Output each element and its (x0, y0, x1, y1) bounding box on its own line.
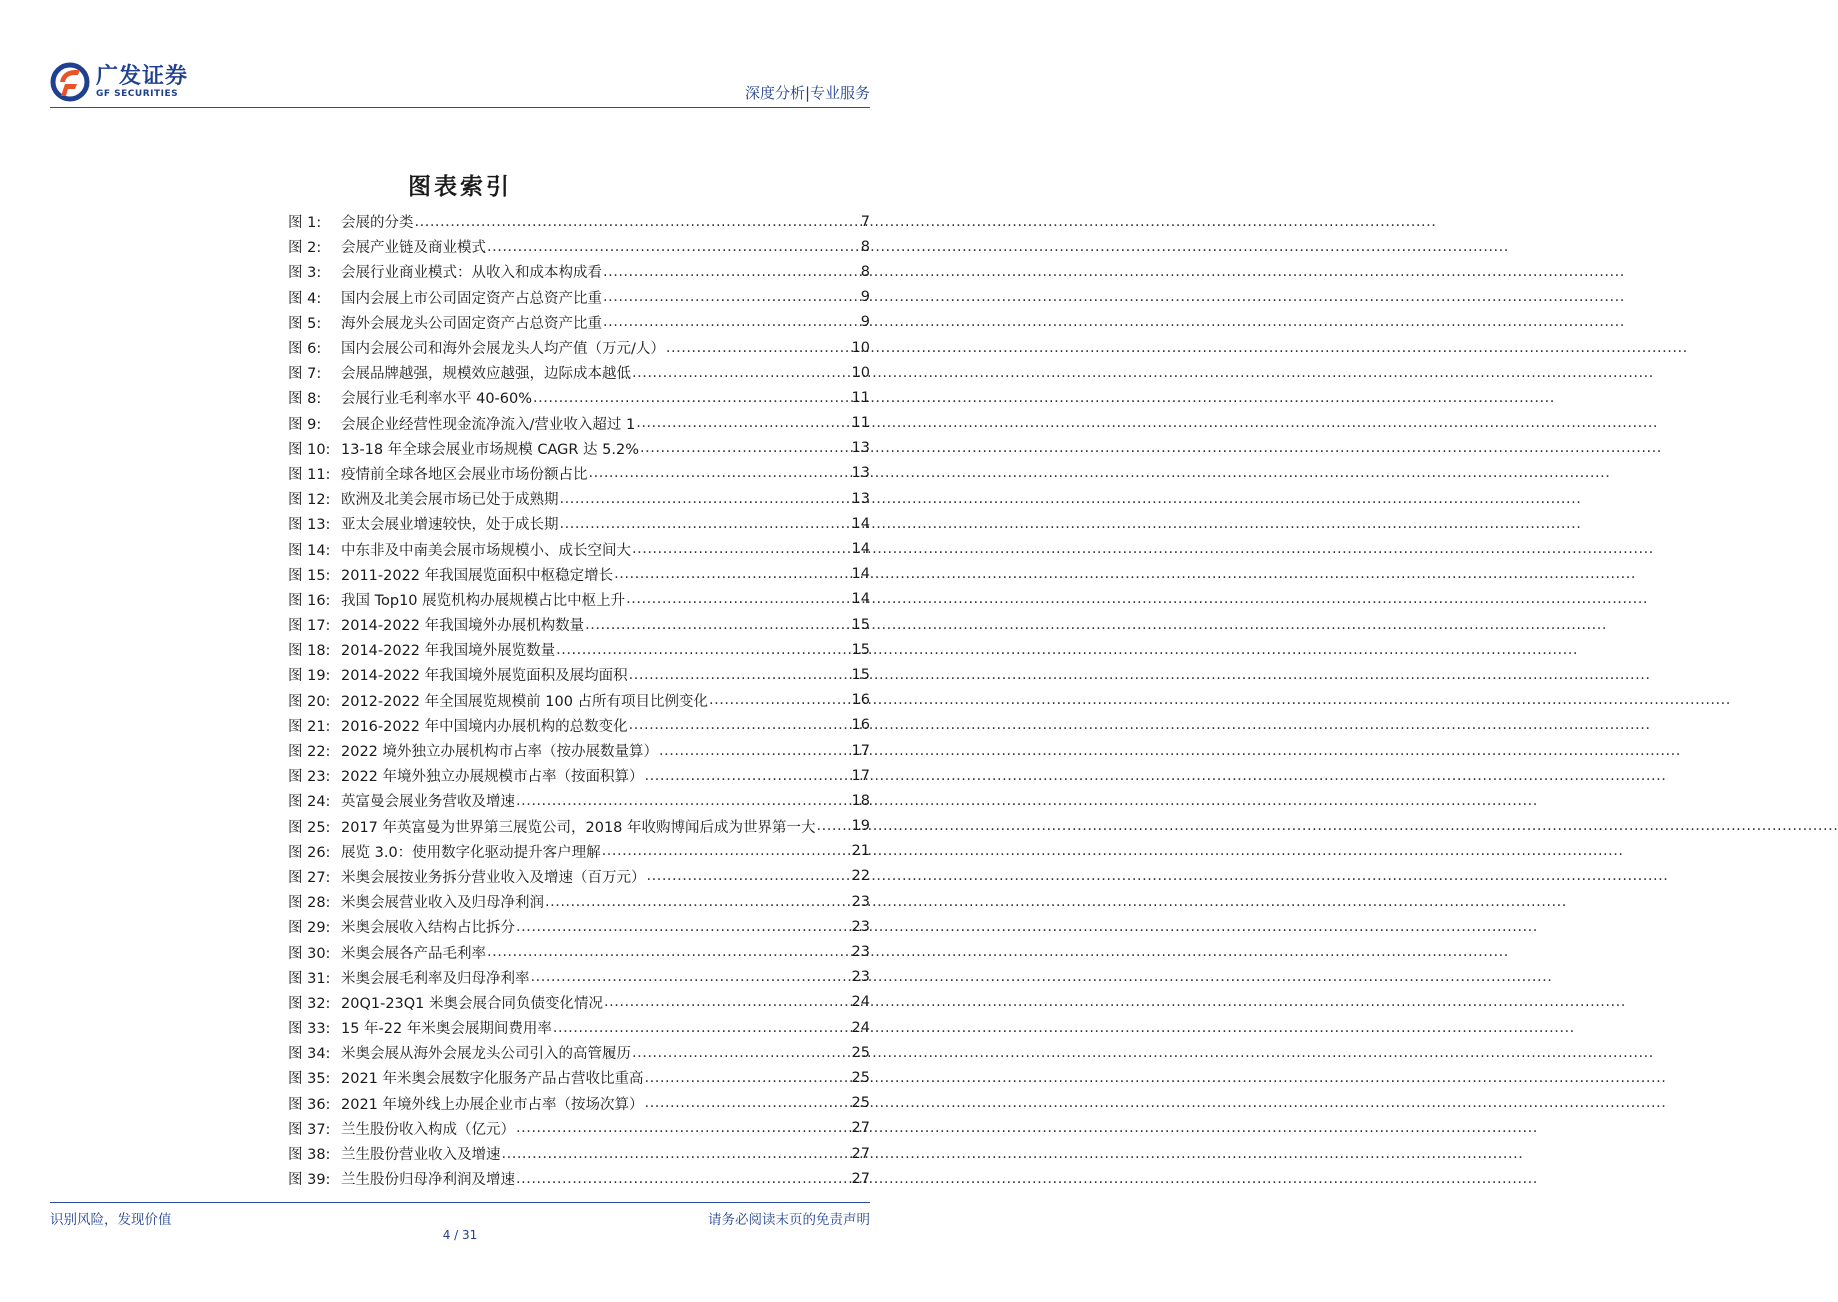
toc-leader-dots (666, 340, 851, 356)
toc-entry[interactable] (288, 562, 870, 587)
toc-entry-page: 16 (851, 717, 870, 734)
toc-entry-title: 2017 年英富曼为世界第三展览公司，2018 年收购博闻后成为世界第一大 (341, 819, 816, 836)
toc-entry-title: 国内会展上市公司固定资产占总资产比重 (341, 290, 602, 307)
toc-entry-title: 欧洲及北美会展市场已处于成熟期 (341, 492, 559, 509)
toc-entry-label: 图 23: (288, 769, 331, 786)
footer-divider (50, 1202, 870, 1203)
header-divider (50, 107, 870, 108)
toc-leader-dots (645, 1095, 851, 1111)
toc-leader-dots (709, 692, 851, 708)
toc-entry-label: 图 32: (288, 995, 331, 1012)
toc-leader-dots (632, 365, 851, 381)
toc-entry-title: 2022 境外独立办展机构市占率（按办展数量算） (341, 744, 659, 761)
toc-entry-title: 2021 年境外线上办展企业市占率（按场次算） (341, 1096, 644, 1113)
toc-leader-dots (604, 994, 851, 1010)
toc-entry-page: 24 (851, 994, 870, 1011)
toc-entry-label: 图 29: (288, 920, 331, 937)
toc-entry-title: 2022 年境外独立办展规模市占率（按面积算） (341, 769, 644, 786)
toc-entry-page: 7 (860, 213, 870, 230)
footer-disclaimer-note: 请务必阅读末页的免责声明 (708, 1212, 870, 1228)
toc-entry-title: 米奥会展从海外会展龙头公司引入的高管履历 (341, 1046, 631, 1063)
toc-entry-title: 中东非及中南美会展市场规模小、成长空间大 (341, 542, 631, 559)
toc-entry-label: 图 12: (288, 492, 331, 509)
toc-leader-dots (553, 1020, 851, 1036)
toc-entry[interactable] (288, 889, 870, 914)
toc-entry[interactable] (288, 310, 870, 335)
toc-entry[interactable] (288, 209, 870, 234)
toc-entry-title: 米奥会展营业收入及归母净利润 (341, 895, 544, 912)
toc-entry[interactable] (288, 965, 870, 990)
toc-leader-dots (632, 541, 851, 557)
toc-leader-dots (632, 1045, 851, 1061)
toc-entry[interactable] (288, 662, 870, 687)
toc-entry-title: 会展企业经营性现金流净流入/营业收入超过 1 (341, 416, 636, 433)
toc-entry[interactable] (288, 259, 870, 284)
toc-entry-title: 亚太会展业增速较快，处于成长期 (341, 517, 559, 534)
logo-en-text: GF SECURITIES (96, 88, 179, 99)
toc-entry-page: 14 (851, 566, 870, 583)
toc-leader-dots (487, 239, 860, 255)
toc-entry[interactable] (288, 713, 870, 738)
toc-entry-title: 20Q1-23Q1 米奥会展合同负债变化情况 (341, 995, 604, 1012)
toc-entry[interactable] (288, 1015, 870, 1040)
toc-entry-title: 会展行业商业模式：从收入和成本构成看 (341, 265, 602, 282)
toc-entry[interactable] (288, 511, 870, 536)
toc-entry-label: 图 11: (288, 466, 331, 483)
toc-entry-label: 图 5: (288, 315, 322, 332)
toc-entry[interactable] (288, 1040, 870, 1065)
toc-entry-page: 16 (851, 692, 870, 709)
toc-entry-label: 图 24: (288, 794, 331, 811)
toc-leader-dots (626, 591, 850, 607)
toc-entry-title: 兰生股份营业收入及增速 (341, 1147, 501, 1164)
toc-entry-title: 米奥会展毛利率及归母净利率 (341, 970, 530, 987)
toc-entry-label: 图 17: (288, 618, 331, 635)
toc-entry[interactable] (288, 360, 870, 385)
toc-entry-title: 英富曼会展业务营收及增速 (341, 794, 515, 811)
toc-leader-dots (533, 390, 851, 406)
toc-entry-page: 17 (851, 742, 870, 759)
toc-entry-title: 海外会展龙头公司固定资产占总资产比重 (341, 315, 602, 332)
toc-leader-dots (589, 465, 851, 481)
toc-entry-label: 图 18: (288, 643, 331, 660)
toc-entry-label: 图 33: (288, 1021, 331, 1038)
toc-entry-title: 会展行业毛利率水平 40-60% (341, 391, 533, 408)
toc-entry-label: 图 13: (288, 517, 331, 534)
toc-entry[interactable] (288, 1091, 870, 1116)
toc-entry-label: 图 19: (288, 668, 331, 685)
toc-entry-label: 图 34: (288, 1046, 331, 1063)
toc-leader-dots (516, 793, 851, 809)
toc-entry[interactable] (288, 461, 870, 486)
toc-entry-page: 10 (851, 339, 870, 356)
toc-entry-title: 国内会展公司和海外会展龙头人均产值（万元/人） (341, 341, 665, 358)
toc-entry-label: 图 15: (288, 567, 331, 584)
toc-entry-page: 14 (851, 591, 870, 608)
toc-entry-page: 17 (851, 767, 870, 784)
toc-entry[interactable] (288, 1166, 870, 1191)
page-header (50, 62, 870, 107)
toc-entry-page: 13 (851, 440, 870, 457)
toc-entry-label: 图 26: (288, 844, 331, 861)
toc-entry-title: 2014-2022 年我国境外展览面积及展均面积 (341, 668, 628, 685)
toc-entry-page: 23 (851, 969, 870, 986)
toc-entry-label: 图 2: (288, 240, 322, 257)
page-number: 4 / 31 (442, 1228, 478, 1242)
toc-entry-page: 24 (851, 1019, 870, 1036)
toc-leader-dots (603, 289, 860, 305)
toc-entry-title: 2016-2022 年中国境内办展机构的总数变化 (341, 718, 628, 735)
toc-entry-title: 疫情前全球各地区会展业市场份额占比 (341, 466, 588, 483)
toc-leader-dots (645, 1070, 851, 1086)
toc-entry-label: 图 14: (288, 542, 331, 559)
toc-entry-title: 我国 Top10 展览机构办展规模占比中枢上升 (341, 592, 626, 609)
toc-entry[interactable] (288, 637, 870, 662)
toc-entry-page: 13 (851, 490, 870, 507)
toc-entry-page: 23 (851, 944, 870, 961)
toc-leader-dots (636, 415, 850, 431)
toc-entry[interactable] (288, 688, 870, 713)
toc-entry-label: 图 25: (288, 819, 331, 836)
toc-entry[interactable] (288, 763, 870, 788)
toc-entry-page: 10 (851, 364, 870, 381)
footer-slogan: 识别风险，发现价值 (50, 1212, 172, 1228)
toc-entry-title: 2014-2022 年我国境外办展机构数量 (341, 618, 585, 635)
toc-entry-page: 15 (851, 666, 870, 683)
toc-entry-page: 15 (851, 616, 870, 633)
toc-entry-label: 图 38: (288, 1147, 331, 1164)
toc-entry-page: 9 (860, 314, 870, 331)
toc-entry[interactable] (288, 914, 870, 939)
toc-entry-page: 27 (851, 1170, 870, 1187)
toc-leader-dots (556, 642, 850, 658)
toc-entry-page: 23 (851, 893, 870, 910)
toc-leader-dots (647, 868, 851, 884)
toc-entry[interactable] (288, 738, 870, 763)
toc-leader-dots (645, 768, 851, 784)
toc-entry-label: 图 28: (288, 895, 331, 912)
toc-leader-dots (502, 1146, 851, 1162)
toc-entry-title: 13-18 年全球会展业市场规模 CAGR 达 5.2% (341, 441, 640, 458)
toc-leader-dots (516, 1171, 851, 1187)
toc-entry-title: 米奥会展按业务拆分营业收入及增速（百万元） (341, 869, 646, 886)
toc-entry[interactable] (288, 612, 870, 637)
figure-index-list (288, 209, 870, 1191)
toc-entry-page: 8 (860, 263, 870, 280)
toc-entry-page: 23 (851, 918, 870, 935)
toc-entry-page: 13 (851, 465, 870, 482)
toc-entry-label: 图 10: (288, 441, 331, 458)
header-tagline: 深度分析|专业服务 (744, 84, 870, 102)
toc-entry-title: 兰生股份收入构成（亿元） (341, 1121, 515, 1138)
toc-entry-title: 会展品牌越强，规模效应越强，边际成本越低 (341, 366, 631, 383)
toc-entry-title: 2021 年米奥会展数字化服务产品占营收比重高 (341, 1071, 644, 1088)
toc-leader-dots (516, 1120, 851, 1136)
toc-entry-label: 图 8: (288, 391, 322, 408)
toc-entry[interactable] (288, 939, 870, 964)
toc-entry[interactable] (288, 486, 870, 511)
toc-entry-title: 米奥会展收入结构占比拆分 (341, 920, 515, 937)
toc-leader-dots (531, 969, 851, 985)
gf-securities-logo (50, 62, 188, 102)
toc-leader-dots (560, 491, 851, 507)
toc-entry[interactable] (288, 1116, 870, 1141)
toc-leader-dots (629, 667, 851, 683)
toc-entry[interactable] (288, 839, 870, 864)
toc-leader-dots (602, 843, 851, 859)
toc-entry[interactable] (288, 814, 870, 839)
toc-entry[interactable] (288, 385, 870, 410)
toc-entry[interactable] (288, 285, 870, 310)
toc-entry-page: 27 (851, 1145, 870, 1162)
toc-entry-page: 15 (851, 641, 870, 658)
toc-entry-label: 图 3: (288, 265, 322, 282)
page-title: 图表索引 (408, 173, 512, 200)
toc-entry-label: 图 21: (288, 718, 331, 735)
toc-entry-page: 27 (851, 1120, 870, 1137)
toc-entry-page: 21 (851, 843, 870, 860)
toc-leader-dots (640, 440, 851, 456)
toc-entry-label: 图 31: (288, 970, 331, 987)
toc-leader-dots (585, 617, 850, 633)
toc-entry-label: 图 22: (288, 744, 331, 761)
toc-entry-title: 15 年-22 年米奥会展期间费用率 (341, 1021, 552, 1038)
toc-entry-page: 8 (860, 238, 870, 255)
toc-entry-page: 25 (851, 1069, 870, 1086)
toc-entry-label: 图 27: (288, 869, 331, 886)
toc-entry-page: 18 (851, 792, 870, 809)
toc-entry[interactable] (288, 234, 870, 259)
toc-leader-dots (545, 894, 851, 910)
toc-entry-page: 14 (851, 541, 870, 558)
toc-entry-label: 图 36: (288, 1096, 331, 1113)
logo-cn-text: 广发证券 (96, 63, 189, 89)
toc-entry-page: 11 (851, 389, 870, 406)
toc-entry-label: 图 7: (288, 366, 322, 383)
toc-entry-label: 图 16: (288, 592, 331, 609)
toc-entry[interactable] (288, 1141, 870, 1166)
toc-entry-page: 22 (851, 868, 870, 885)
toc-entry-label: 图 1: (288, 215, 322, 232)
toc-entry-title: 会展产业链及商业模式 (341, 240, 486, 257)
toc-leader-dots (487, 944, 851, 960)
toc-entry[interactable] (288, 536, 870, 561)
toc-entry-title: 兰生股份归母净利润及增速 (341, 1172, 515, 1189)
toc-entry[interactable] (288, 990, 870, 1015)
toc-entry-page: 14 (851, 515, 870, 532)
toc-entry[interactable] (288, 587, 870, 612)
toc-entry-label: 图 35: (288, 1071, 331, 1088)
toc-entry-title: 会展的分类 (341, 215, 414, 232)
toc-leader-dots (614, 566, 850, 582)
toc-entry-page: 25 (851, 1044, 870, 1061)
toc-entry-label: 图 20: (288, 693, 331, 710)
toc-entry-title: 展览 3.0：使用数字化驱动提升客户理解 (341, 844, 601, 861)
toc-entry-page: 19 (851, 818, 870, 835)
toc-leader-dots (629, 717, 851, 733)
gf-logo-icon (50, 62, 94, 102)
toc-entry-page: 9 (860, 289, 870, 306)
toc-leader-dots (603, 314, 860, 330)
toc-leader-dots (415, 214, 860, 230)
toc-leader-dots (603, 264, 860, 280)
toc-entry-label: 图 39: (288, 1172, 331, 1189)
toc-entry-title: 2012-2022 年全国展览规模前 100 占所有项目比例变化 (341, 693, 709, 710)
toc-entry-page: 11 (851, 415, 870, 432)
toc-entry-title: 2011-2022 年我国展览面积中枢稳定增长 (341, 567, 614, 584)
toc-entry-label: 图 37: (288, 1121, 331, 1138)
toc-entry[interactable] (288, 864, 870, 889)
toc-entry-label: 图 4: (288, 290, 322, 307)
toc-entry[interactable] (288, 411, 870, 436)
toc-leader-dots (659, 743, 851, 759)
toc-entry[interactable] (288, 788, 870, 813)
toc-leader-dots (817, 818, 851, 834)
toc-entry[interactable] (288, 436, 870, 461)
toc-entry[interactable] (288, 1065, 870, 1090)
toc-entry-title: 米奥会展各产品毛利率 (341, 945, 486, 962)
toc-entry-label: 图 6: (288, 341, 322, 358)
toc-entry-page: 25 (851, 1095, 870, 1112)
toc-leader-dots (560, 516, 851, 532)
toc-leader-dots (516, 919, 851, 935)
toc-entry-title: 2014-2022 年我国境外展览数量 (341, 643, 556, 660)
toc-entry-label: 图 30: (288, 945, 331, 962)
toc-entry-label: 图 9: (288, 416, 322, 433)
toc-entry[interactable] (288, 335, 870, 360)
